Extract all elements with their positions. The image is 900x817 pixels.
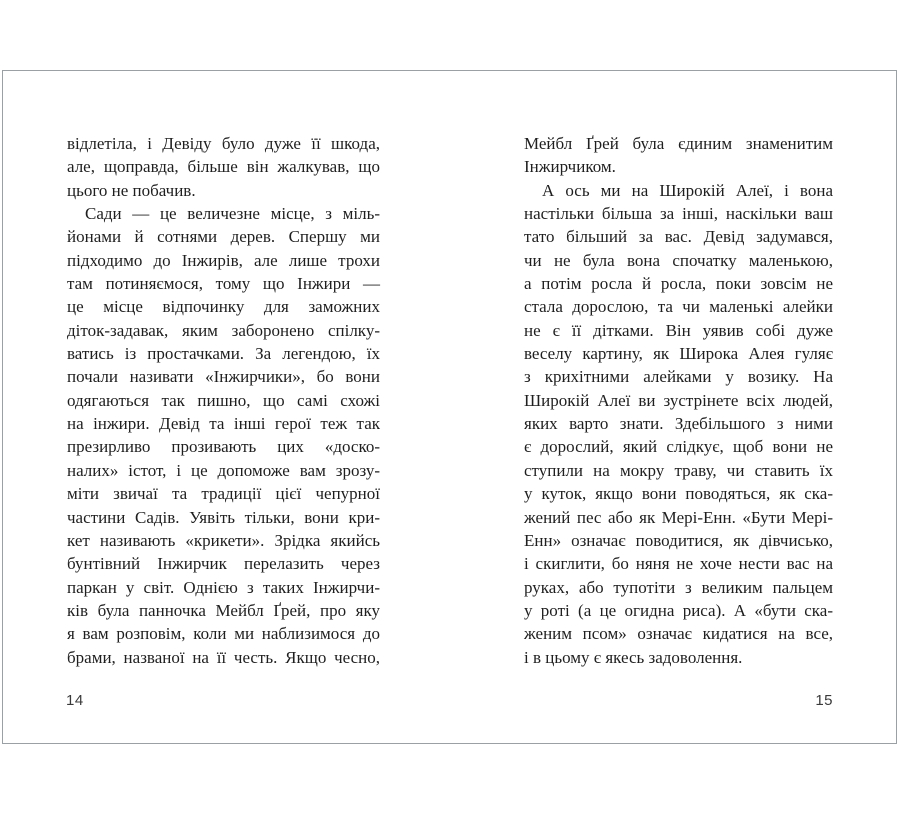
text-line: налих» істот, і це допоможе вам зрозу- (67, 460, 380, 480)
text-line: А ось ми на Широкій Алеї, і вона (542, 180, 833, 200)
text-line: там потиняємося, тому що Інжири — (67, 274, 380, 294)
text-line: на інжири. Девід та інші герої теж так (67, 414, 380, 434)
text-line: Сади — це величезне місце, з міль- (85, 204, 380, 224)
text-line: Інжирчиком. (524, 157, 616, 177)
text-line: не є її дітками. Він уявив собі дуже (524, 320, 833, 340)
text-line: стала дорослою, та чи маленькі алейки (524, 297, 833, 317)
text-line: одягаються так пишно, що самі схожі (67, 390, 380, 410)
text-line: міти звичаї та традиції цієї чепурної (67, 484, 380, 504)
text-line: ватись із простачками. За легендою, їх (67, 344, 380, 364)
page-left-text-column (67, 132, 380, 669)
text-line: почали називати «Інжирчики», бо вони (67, 367, 380, 387)
text-line: а потім росла й росла, поки зовсім не (524, 274, 833, 294)
text-line: веселу картину, як Широка Алея гуляє (524, 344, 833, 364)
text-line: відлетіла, і Девіду було дуже її шкода, (67, 134, 380, 153)
text-line: діток-задавак, яким заборонено спілку- (67, 320, 380, 340)
page-right-text-column (524, 132, 833, 669)
text-line: жений пес або як Мері-Енн. «Бути Мері- (524, 507, 833, 527)
text-line: підходимо до Інжирів, але лише трохи (67, 250, 380, 270)
page-number-left: 14 (66, 692, 84, 709)
text-line: чи не була вона спочатку маленькою, (524, 250, 833, 270)
text-line: настільки більша за інші, наскільки ваш (524, 204, 833, 224)
text-line: паркан у світ. Однією з таких Інжирчи- (67, 577, 380, 597)
text-line: частини Садів. Уявіть тільки, вони кри- (67, 507, 380, 527)
text-line: але, щоправда, більше він жалкував, що (67, 157, 380, 177)
text-line: з крихітними алейками у возику. На (524, 367, 833, 387)
text-line: ків була панночка Мейбл Ґрей, про яку (67, 600, 380, 620)
text-line: кет називають «крикети». Зрідка якийсь (67, 530, 380, 550)
text-line: ступили на мокру траву, чи ставить їх (524, 460, 833, 480)
text-line: Мейбл Ґрей була єдиним знаменитим (524, 134, 833, 153)
text-line: і в цьому є якесь задоволення. (524, 647, 743, 667)
text-line: є дорослий, який слідкує, щоб вони не (524, 437, 833, 457)
text-line: бунтівний Інжирчик перелазить через (67, 554, 380, 574)
text-line: і скиглити, бо няня не хоче нести вас на (524, 554, 833, 574)
text-line: я вам розповім, коли ми наблизимося до (67, 624, 380, 644)
text-line: у куток, якщо вони поводяться, як ска- (524, 484, 833, 504)
text-line: Широкій Алеї ви зустрінете всіх людей, (524, 390, 833, 410)
text-line: цього не побачив. (67, 180, 196, 200)
text-line: брами, названої на її честь. Якщо чесно, (67, 647, 380, 667)
text-line: тато більший за вас. Девід задумався, (524, 227, 833, 247)
text-line: Енн» означає поводитися, як дівчисько, (524, 530, 833, 550)
text-line: у роті (а це огидна риса). А «бути ска- (524, 600, 833, 620)
text-line: руках, або тупотіти з великим пальцем (524, 577, 833, 597)
page-number-right: 15 (815, 692, 833, 709)
text-line: презирливо прозивають цих «доско- (67, 437, 380, 457)
text-line: це місце відпочинку для заможних (67, 297, 380, 317)
text-line: яких варто знати. Здебільшого з ними (524, 414, 833, 434)
text-line: женим псом» означає кидатися на все, (524, 624, 833, 644)
text-line: йонами й сотнями дерев. Спершу ми (67, 227, 380, 247)
